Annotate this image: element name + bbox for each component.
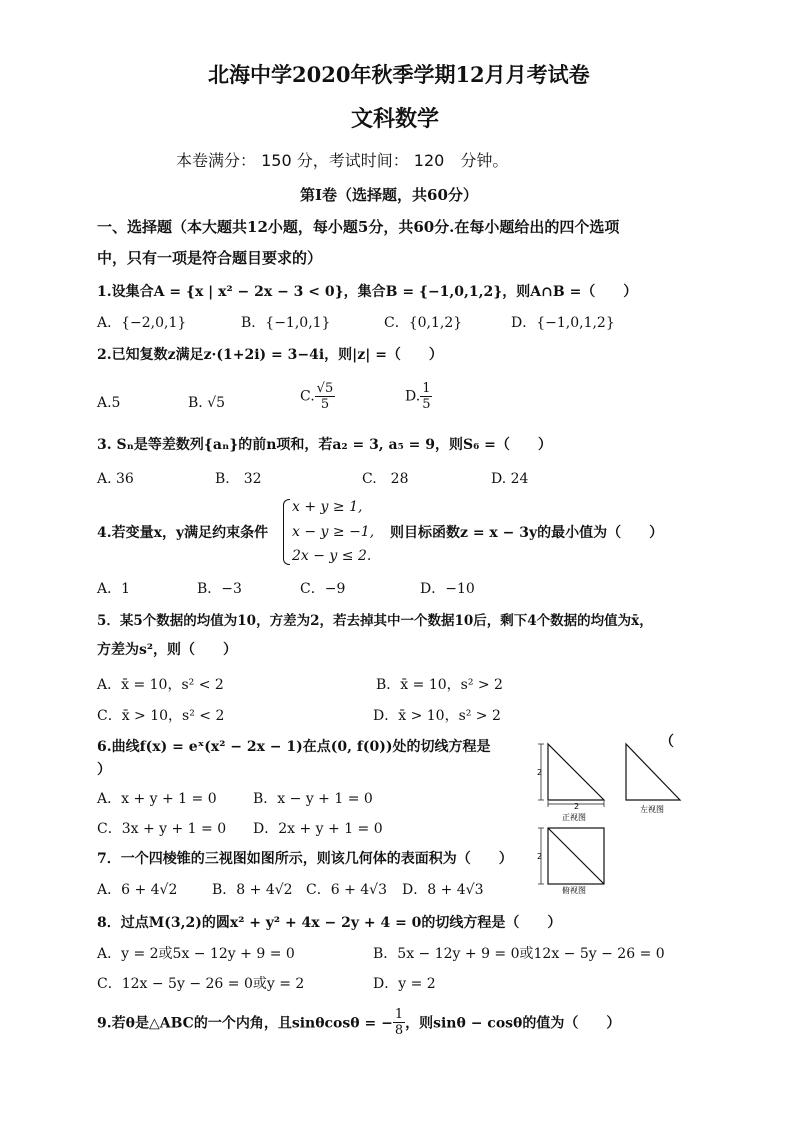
q3-option-a: A. 36 [97, 471, 134, 487]
q8-option-d: D．y = 2 [373, 976, 436, 992]
q5-option-b: B．x̄ = 10，s² > 2 [376, 677, 503, 693]
q2-stem: 2.已知复数z满足z·(1+2i) = 3−4i，则|z| =（ ） [97, 347, 443, 363]
top-view-label: 俯视图 [562, 886, 586, 895]
front-view-width-label: 2 [574, 802, 580, 811]
q4-option-d: D．−10 [420, 581, 475, 597]
q6-option-d: D．2x + y + 1 = 0 [253, 821, 383, 837]
q9-stem [97, 1007, 620, 1038]
q6-option-b: B．x − y + 1 = 0 [253, 791, 373, 807]
front-view-label: 正视图 [562, 813, 586, 822]
q2-option-b: B. √5 [188, 395, 226, 411]
q1-option-b: B．{−1,0,1} [241, 315, 331, 331]
side-view-label: 左视图 [640, 805, 664, 814]
q6-option-c: C．3x + y + 1 = 0 [97, 821, 227, 837]
q5-option-d: D．x̄ > 10，s² > 2 [373, 708, 501, 724]
q3-option-c: C. 28 [362, 471, 409, 487]
q8-option-c: C．12x − 5y − 26 = 0或y = 2 [97, 976, 305, 992]
q9-fraction [393, 1007, 405, 1038]
q5-option-a: A．x̄ = 10，s² < 2 [97, 677, 224, 693]
q2-option-c-fraction [315, 381, 336, 412]
q6-stem-line2: ） [97, 762, 111, 778]
q1-option-c: C．{0,1,2} [384, 315, 463, 331]
side-view [626, 744, 680, 800]
q2-option-d-label: D. [405, 388, 421, 405]
q2-option-d [405, 381, 432, 412]
q2-option-d-fraction [420, 381, 432, 412]
q8-option-a: A．y = 2或5x − 12y + 9 = 0 [97, 946, 295, 962]
part-heading: 第Ⅰ卷（选择题，共60分） [300, 186, 478, 204]
top-view-height-label: 2 [537, 852, 543, 861]
q7-option-a: A．6 + 4√2 [97, 882, 178, 898]
q4-option-a: A．1 [97, 581, 131, 597]
q9-stem-suffix: ，则sinθ − cosθ的值为（ ） [405, 1015, 621, 1032]
q9-stem-prefix: 9.若θ是△ABC的一个内角，且sinθcosθ = − [97, 1015, 393, 1032]
q2-option-c-numerator: √5 [316, 381, 334, 396]
q6-stem-paren-open: （ [660, 734, 674, 750]
q2-option-c [300, 381, 335, 412]
q7-option-d: D．8 + 4√3 [402, 882, 484, 898]
q5-stem-line1: 5．某5个数据的均值为10，方差为2，若去掉其中一个数据10后，剩下4个数据的均值为x̄， [97, 613, 653, 629]
section-heading-line1: 一、选择题（本大题共12小题，每小题5分，共60分.在每小题给出的四个选项 [97, 218, 620, 236]
q1-stem: 1.设集合A = {x | x² − 2x − 3 < 0}，集合B = {−1,0,1,2}，则A∩B =（ ） [97, 284, 638, 300]
q6-stem-line1: 6.曲线f(x) = eˣ(x² − 2x − 1)在点(0, f(0))处的切线方程是 [97, 739, 491, 755]
q2-option-c-denominator: 5 [320, 397, 330, 412]
q4-option-c: C．−9 [300, 581, 346, 597]
q3-stem: 3. Sₙ是等差数列{aₙ}的前n项和，若a₂ = 3, a₅ = 9，则S₆ =（ ） [97, 437, 552, 453]
exam-info: 本卷满分： 150 分，考试时间： 120 分钟。 [176, 151, 509, 170]
q6-option-a: A．x + y + 1 = 0 [97, 791, 217, 807]
q7-stem: 7．一个四棱锥的三视图如图所示，则该几何体的表面积为（ ） [97, 851, 513, 867]
q4-suffix: 则目标函数z = x − 3y的最小值为（ ） [390, 525, 664, 541]
q4-constraint-3: 2x − y ≤ 2. [292, 548, 372, 564]
q4-constraint-1: x + y ≥ 1, [292, 499, 363, 515]
q9-fraction-numerator: 1 [394, 1007, 404, 1022]
q3-option-b: B. 32 [215, 471, 262, 487]
q9-fraction-denominator: 8 [394, 1023, 404, 1038]
q4-constraint-brace [283, 499, 290, 565]
exam-title: 北海中学2020年秋季学期12月月考试卷 [208, 62, 590, 87]
three-view-figure [530, 738, 690, 898]
q4-option-b: B．−3 [197, 581, 242, 597]
subject-title: 文科数学 [351, 106, 440, 132]
q5-option-c: C．x̄ > 10，s² < 2 [97, 708, 225, 724]
q5-stem-line2: 方差为s²，则（ ） [97, 642, 238, 658]
q1-option-a: A．{−2,0,1} [97, 315, 187, 331]
q4-prefix: 4.若变量x，y满足约束条件 [97, 525, 269, 541]
q2-option-d-numerator: 1 [422, 381, 431, 396]
front-view-height-label: 2 [537, 768, 543, 777]
q2-option-d-denominator: 5 [422, 397, 431, 412]
q1-option-d: D．{−1,0,1,2} [511, 315, 615, 331]
front-view [548, 744, 604, 800]
q8-stem: 8．过点M(3,2)的圆x² + y² + 4x − 2y + 4 = 0的切线方程是（ ） [97, 915, 562, 931]
top-view [548, 828, 604, 884]
q2-option-a: A.5 [97, 395, 121, 411]
q8-option-b: B．5x − 12y + 9 = 0或12x − 5y − 26 = 0 [373, 946, 665, 962]
q4-constraint-2: x − y ≥ −1, [292, 524, 375, 540]
section-heading-line2: 中，只有一项是符合题目要求的） [97, 249, 323, 267]
q7-option-c: C．6 + 4√3 [306, 882, 387, 898]
q7-option-b: B．8 + 4√2 [212, 882, 293, 898]
q3-option-d: D. 24 [491, 471, 529, 487]
q2-option-c-label: C. [300, 388, 315, 405]
